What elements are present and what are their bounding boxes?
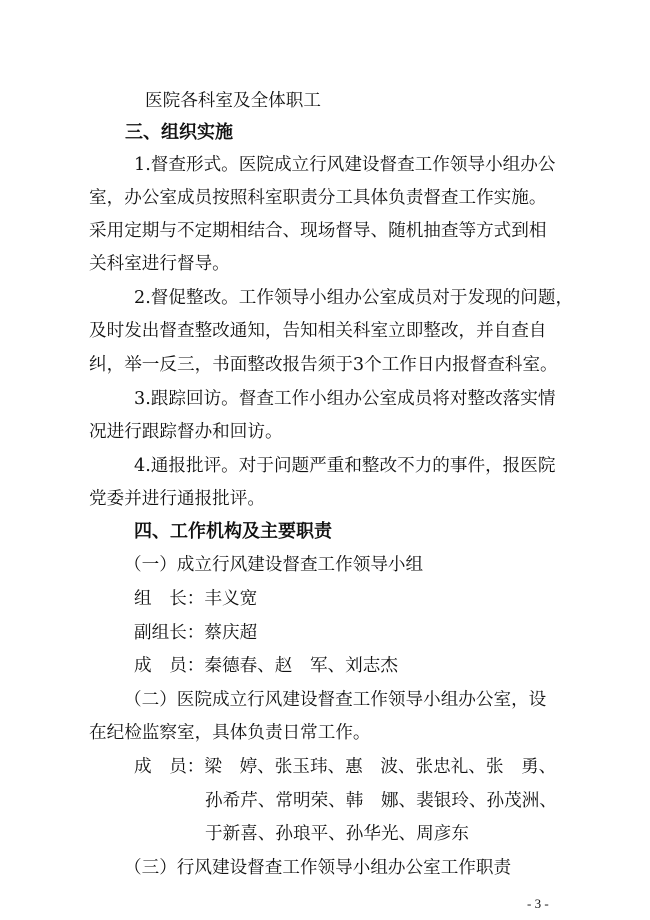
- text-line-members-2c: 于新喜、孙琅平、孙华光、周彦东: [205, 824, 469, 844]
- text-line-11: 况进行跟踪督办和回访。: [89, 422, 283, 442]
- text-line-3: 1.督查形式。医院成立行风建设督查工作领导小组办公: [134, 155, 556, 175]
- subsection-heading-2: （二）医院成立行风建设督查工作领导小组办公室，设: [124, 690, 547, 710]
- text-line-8: 及时发出督查整改通知，告知相关科室立即整改，并自查自: [89, 321, 547, 341]
- section-heading-4: 四、工作机构及主要职责: [134, 521, 332, 542]
- text-line-members-2a: 成 员：梁 婷、张玉玮、惠 波、张忠礼、张 勇、: [134, 757, 557, 777]
- text-line-13: 党委并进行通报批评。: [89, 489, 265, 509]
- text-line-4: 室，办公室成员按照科室职责分工具体负责督查工作实施。: [89, 188, 547, 208]
- text-line-deputy: 副组长：蔡庆超: [134, 623, 258, 643]
- subsection-heading-1: （一）成立行风建设督查工作领导小组: [124, 555, 424, 575]
- text-line-office: 在纪检监察室，具体负责日常工作。: [89, 723, 371, 743]
- text-line-members-2b: 孙希芹、常明荣、韩 娜、裴银玲、孙茂洲、: [205, 791, 557, 811]
- text-line-5: 采用定期与不定期相结合、现场督导、随机抽查等方式到相: [89, 221, 547, 241]
- text-line-leader: 组 长：丰义宽: [134, 589, 258, 609]
- section-heading-3: 三、组织实施: [125, 122, 233, 143]
- text-line-7: 2.督促整改。工作领导小组办公室成员对于发现的问题，: [134, 288, 574, 308]
- subsection-heading-3: （三）行风建设督查工作领导小组办公室工作职责: [124, 858, 512, 878]
- text-line-1: 医院各科室及全体职工: [145, 91, 321, 111]
- page-number: - 3 -: [527, 896, 549, 911]
- text-line-9: 纠，举一反三，书面整改报告须于3个工作日内报督查科室。: [89, 355, 558, 375]
- text-line-members-1: 成 员：秦德春、赵 军、刘志杰: [134, 656, 398, 676]
- text-line-6: 关科室进行督导。: [89, 254, 230, 274]
- text-line-12: 4.通报批评。对于问题严重和整改不力的事件，报医院: [134, 456, 556, 476]
- text-line-10: 3.跟踪回访。督查工作小组办公室成员将对整改落实情: [134, 389, 556, 409]
